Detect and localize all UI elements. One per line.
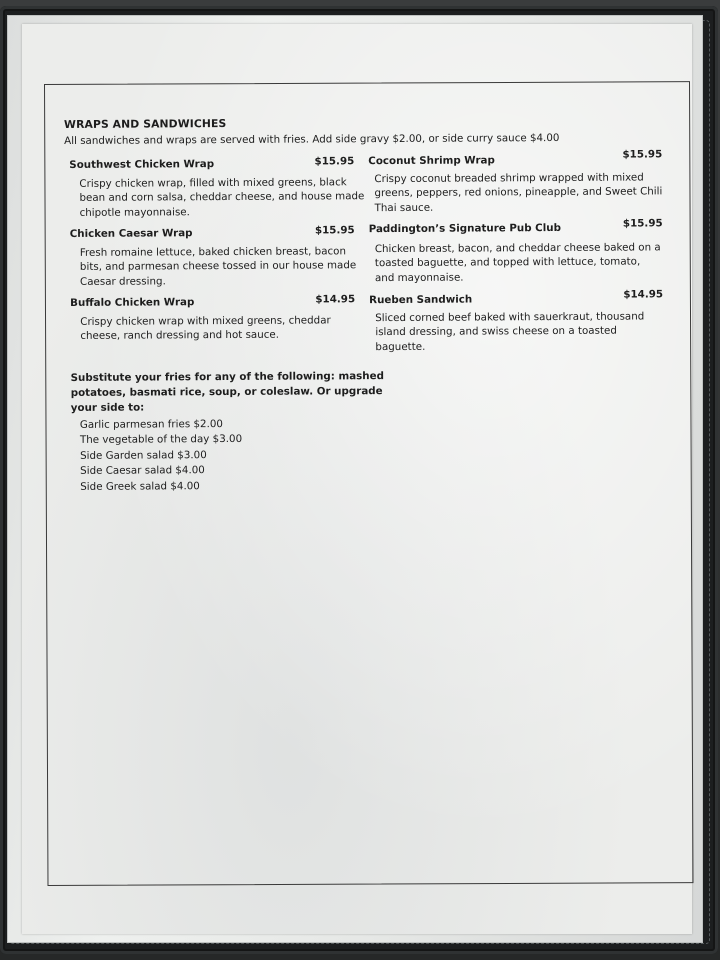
side-option: Side Greek salad $4.00 — [80, 479, 200, 493]
section-intro: All sandwiches and wraps are served with fries. Add side gravy $2.00, or side curry sauce $4.00 — [64, 131, 560, 147]
item-price-southwest-chicken-wrap: $15.95 — [314, 155, 355, 168]
item-price-chicken-caesar-wrap: $15.95 — [314, 224, 355, 237]
side-option: Garlic parmesan fries $2.00 — [79, 418, 224, 431]
menu-content — [64, 114, 676, 518]
item-price-signature-pub-club: $15.95 — [622, 217, 663, 230]
side-option: The vegetable of the day $3.00 — [79, 433, 243, 447]
item-desc-rueben-sandwich: Sliced corned beef baked with sauerkraut, thousand island dressing, and swiss cheese on a toasted baguette. — [375, 310, 645, 353]
item-name-southwest-chicken-wrap: Southwest Chicken Wrap — [69, 158, 215, 171]
section-title: WRAPS AND SANDWICHES — [64, 117, 227, 131]
side-upgrade-list — [80, 417, 243, 495]
item-price-buffalo-chicken-wrap: $14.95 — [315, 293, 356, 306]
item-price-rueben-sandwich: $14.95 — [623, 288, 664, 301]
item-name-signature-pub-club: Paddington’s Signature Pub Club — [368, 221, 561, 236]
item-desc-chicken-caesar-wrap: Fresh romaine lettuce, baked chicken breast, bacon bits, and parmesan cheese tossed in our house made Caesar dressing. — [79, 245, 357, 288]
item-desc-buffalo-chicken-wrap: Crispy chicken wrap with mixed greens, cheddar cheese, ranch dressing and hot sauce. — [80, 314, 331, 343]
substitute-note: Substitute your fries for any of the following: mashed potatoes, basmati rice, soup, or coleslaw. Or upgrade your side to: — [70, 370, 385, 415]
item-desc-signature-pub-club: Chicken breast, bacon, and cheddar cheese baked on a toasted baguette, and topped with lettuce, tomato, and mayonnaise. — [374, 241, 661, 284]
item-name-rueben-sandwich: Rueben Sandwich — [369, 293, 473, 307]
side-option: Side Caesar salad $4.00 — [80, 464, 205, 478]
side-option: Side Garden salad $3.00 — [80, 448, 207, 462]
item-name-buffalo-chicken-wrap: Buffalo Chicken Wrap — [70, 296, 195, 309]
item-price-coconut-shrimp-wrap: $15.95 — [622, 148, 663, 161]
item-desc-southwest-chicken-wrap: Crispy chicken wrap, filled with mixed greens, black bean and corn salsa, cheddar cheese, and house made chipotle mayonnaise. — [79, 176, 365, 219]
item-name-chicken-caesar-wrap: Chicken Caesar Wrap — [69, 227, 193, 240]
item-desc-coconut-shrimp-wrap: Crispy coconut breaded shrimp wrapped with mixed greens, peppers, red onions, pineapple, and Sweet Chili Thai sauce. — [374, 171, 663, 214]
item-name-coconut-shrimp-wrap: Coconut Shrimp Wrap — [368, 154, 495, 168]
